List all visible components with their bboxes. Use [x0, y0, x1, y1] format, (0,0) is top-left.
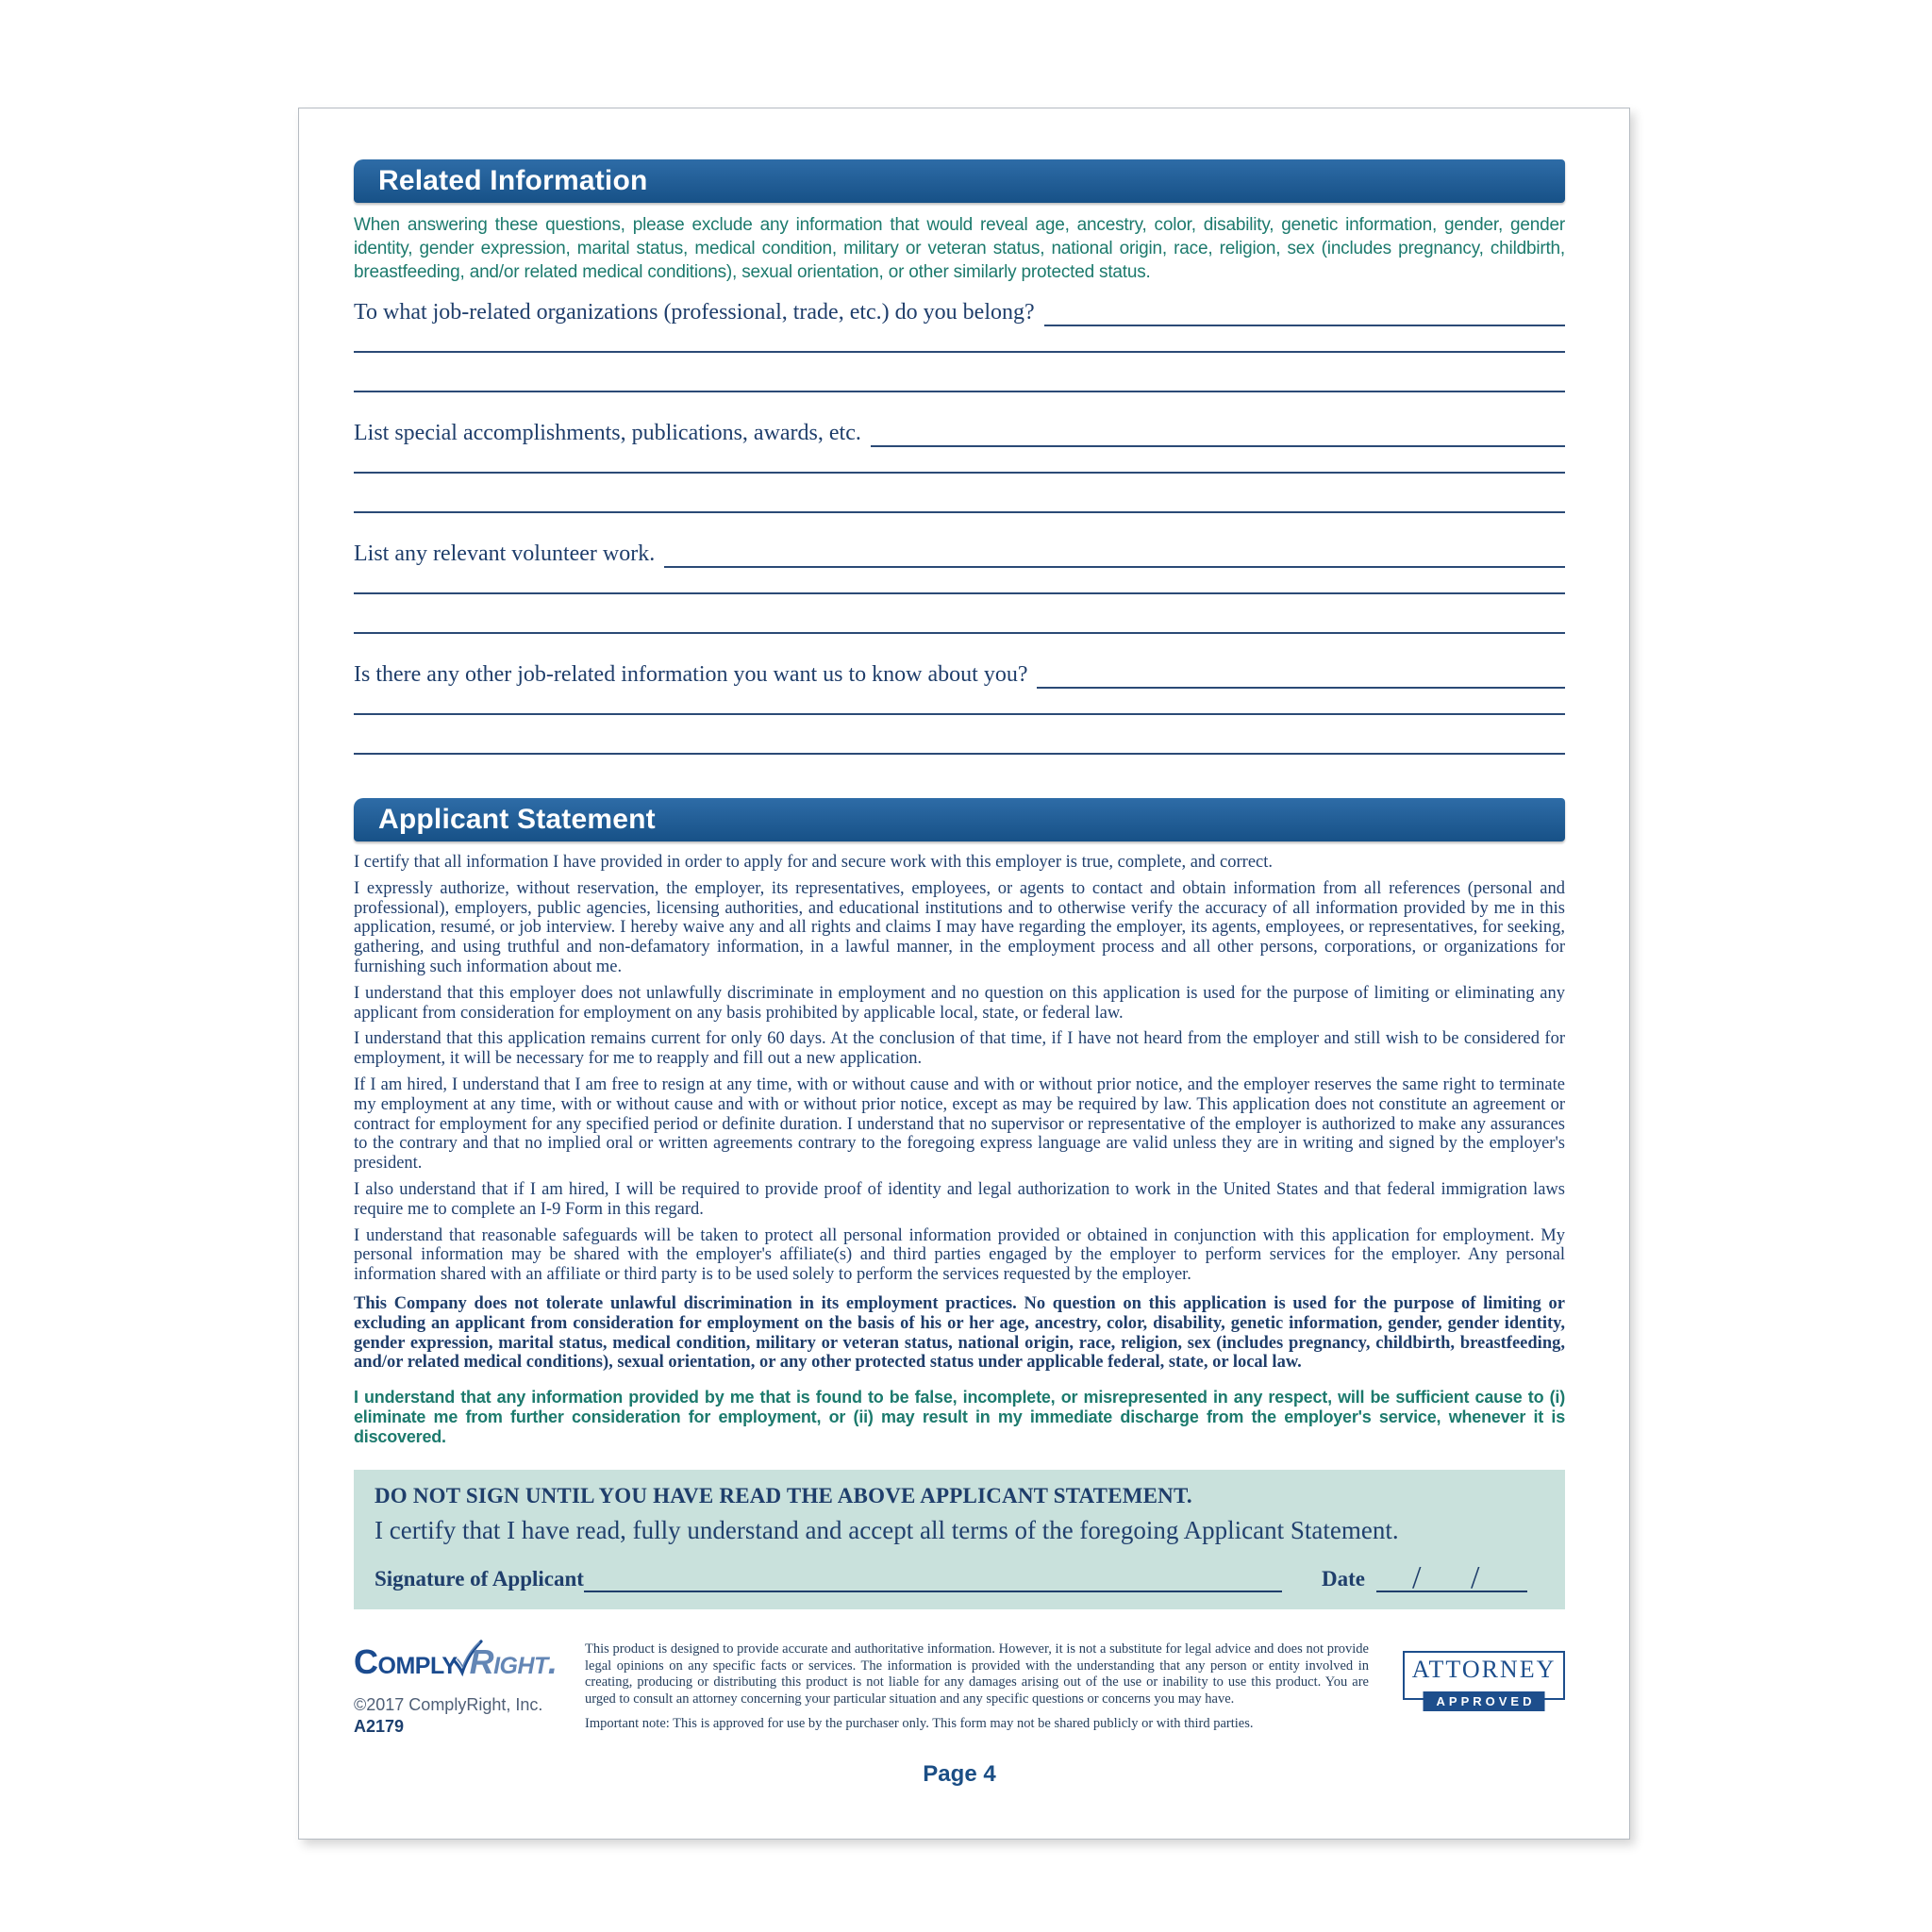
date-separator-slash: / — [1412, 1560, 1422, 1596]
question-block-accomplishments — [354, 419, 1565, 513]
answer-line[interactable] — [664, 541, 1565, 568]
legal-disclaimer-block — [585, 1641, 1369, 1737]
signature-of-applicant-label: Signature of Applicant — [375, 1567, 584, 1591]
statement-paragraph: I expressly authorize, without reservation, the employer, its representatives, employees, or agents to contact and obtain information from all references (personal and professional), employers, public agencies, licensing authorities, and educational institutions and to otherwise verify the accuracy of all information provided by me in this application, resumé, or job interview. I hereby waive any and all rights and claims I may have regarding the employer, its agents, employees, or representatives, for seeking, gathering, and using truthful and non-defamatory information, in a lawful manner, in the employment process and all other persons, corporations, or organizations for furnishing such information about me. — [354, 878, 1565, 976]
signature-line[interactable] — [584, 1568, 1282, 1592]
attorney-approved-badge — [1403, 1651, 1565, 1709]
question-label: List special accomplishments, publications, awards, etc. — [354, 421, 861, 445]
nondiscrimination-paragraph: This Company does not tolerate unlawful discrimination in its employment practices. No question on this application is used for the purpose of limiting or excluding an applicant from consideration for employment on the basis of his or her age, ancestry, color, disability, genetic information, gender, gender identity, gender expression, marital status, medical condition, military or veteran status, national origin, race, religion, sex (includes pregnancy, childbirth, breastfeeding, and/or related medical conditions), sexual orientation, or any other protected status under applicable federal, state, or local law. — [354, 1293, 1565, 1373]
copyright-text: ©2017 ComplyRight, Inc. — [354, 1695, 543, 1715]
statement-paragraph: I understand that this application remains current for only 60 days. At the conclusion of that time, if I have not heard from the employer and still wish to be considered for employment, it will be necessary for me to reapply and fill out a new application. — [354, 1029, 1565, 1069]
answer-line[interactable] — [354, 326, 1565, 353]
question-row — [354, 540, 1565, 568]
do-not-sign-warning: DO NOT SIGN UNTIL YOU HAVE READ THE ABOVE APPLICANT STATEMENT. — [375, 1484, 1192, 1508]
applicant-statement-title: Applicant Statement — [378, 804, 656, 835]
question-label: To what job-related organizations (professional, trade, etc.) do you belong? — [354, 300, 1035, 325]
answer-line[interactable] — [1037, 662, 1565, 689]
answer-line[interactable] — [354, 447, 1565, 474]
form-number: A2179 — [354, 1717, 405, 1737]
date-separator-slash: / — [1471, 1560, 1480, 1596]
page-footer — [354, 1638, 1565, 1737]
important-note-text: Important note: This is approved for use by the purchaser only. This form may not be shared publicly or with third parties. — [585, 1716, 1254, 1732]
answer-line[interactable] — [354, 474, 1565, 513]
question-block-volunteer-work — [354, 540, 1565, 634]
signature-row — [375, 1560, 1527, 1596]
badge-approved-text: APPROVED — [1424, 1691, 1545, 1711]
statement-paragraph: I understand that reasonable safeguards will be taken to protect all personal information provided or obtained in conjunction with this application for employment. My personal information may be shared with the employer's affiliate(s) and third parties engaged by the employer to perform services for the employer. Any personal information shared with an affiliate or third party is to be used solely to perform the services requested by the employer. — [354, 1225, 1565, 1285]
date-line[interactable] — [1376, 1560, 1527, 1596]
question-label: List any relevant volunteer work. — [354, 541, 656, 566]
applicant-statement-header-bar — [354, 798, 1565, 841]
question-label: Is there any other job-related information you want us to know about you? — [354, 662, 1028, 687]
logo-comply-text: Comply — [354, 1642, 458, 1682]
statement-paragraph: I also understand that if I am hired, I will be required to provide proof of identity and legal authorization to work in the United States and that federal immigration laws require me to complete an I-9 Form in this regard. — [354, 1179, 1565, 1219]
certification-statement: I certify that I have read, fully understand and accept all terms of the foregoing Applicant Statement. — [375, 1516, 1399, 1545]
page-number: Page 4 — [923, 1761, 996, 1788]
statement-paragraph: If I am hired, I understand that I am free to resign at any time, with or without cause and with or without prior notice, and the employer reserves the same right to terminate my employment at any time, with or without cause and with or without prior notice, except as may be required by law. This application does not constitute an agreement or contract for employment for any specified period or definite duration. I understand that no supervisor or representative of the employer is authorized to make any assurances to the contrary and that no implied oral or written agreements contrary to the foregoing express language are valid unless they are in writing and signed by the employer's president. — [354, 1074, 1565, 1174]
false-information-paragraph: I understand that any information provided by me that is found to be false, incomplete, or misrepresented in any respect, will be sufficient cause to (i) eliminate me from further consideration for employment, or (ii) may result in my immediate discharge from the employer's service, whenever it is discovered. — [354, 1388, 1565, 1447]
signature-box — [354, 1470, 1565, 1609]
statement-paragraph: I certify that all information I have provided in order to apply for and secure work with this employer is true, complete, and correct. — [354, 853, 1274, 872]
date-label: Date — [1322, 1567, 1365, 1591]
badge-attorney-text: ATTORNEY — [1411, 1656, 1557, 1684]
question-row — [354, 419, 1565, 447]
page-content — [354, 159, 1565, 1788]
answer-line[interactable] — [354, 715, 1565, 755]
legal-disclaimer-text: This product is designed to provide accurate and authoritative information. However, it is not a substitute for legal advice and does not provide legal opinions on any specific facts or services. The information is provided with the understanding that any person or entity involved in creating, producing or distributing this product is not liable for any damages arising out of the use or inability to use this product. You are urged to consult an attorney concerning your particular situation and any specific questions or concerns you may have. — [585, 1641, 1369, 1707]
answer-line[interactable] — [871, 421, 1565, 447]
question-row — [354, 660, 1565, 689]
application-form-page — [298, 108, 1630, 1840]
answer-line[interactable] — [354, 689, 1565, 715]
complyright-logo — [354, 1638, 557, 1682]
related-information-intro: When answering these questions, please exclude any information that would reveal age, ancestry, color, disability, genetic information, gender, gender identity, gender expression, marital status, medical condition, military or veteran status, national origin, race, religion, sex (includes pregnancy, childbirth, breastfeeding, and/or related medical conditions), sexual orientation, or other similarly protected status. — [354, 215, 1565, 282]
related-information-header-bar — [354, 159, 1565, 203]
complyright-brand-block — [354, 1638, 557, 1737]
answer-line[interactable] — [354, 568, 1565, 594]
answer-line[interactable] — [354, 353, 1565, 392]
statement-paragraph: I understand that this employer does not unlawfully discriminate in employment and no question on this application is used for the purpose of limiting or eliminating any applicant from consideration for employment on any basis prohibited by applicable local, state, or federal law. — [354, 983, 1565, 1023]
answer-line[interactable] — [1044, 300, 1565, 326]
question-row — [354, 298, 1565, 326]
question-block-organizations — [354, 298, 1565, 392]
answer-line[interactable] — [354, 594, 1565, 634]
question-block-other-information — [354, 660, 1565, 755]
related-information-title: Related Information — [378, 165, 648, 196]
logo-right-text: Right. — [469, 1642, 558, 1682]
